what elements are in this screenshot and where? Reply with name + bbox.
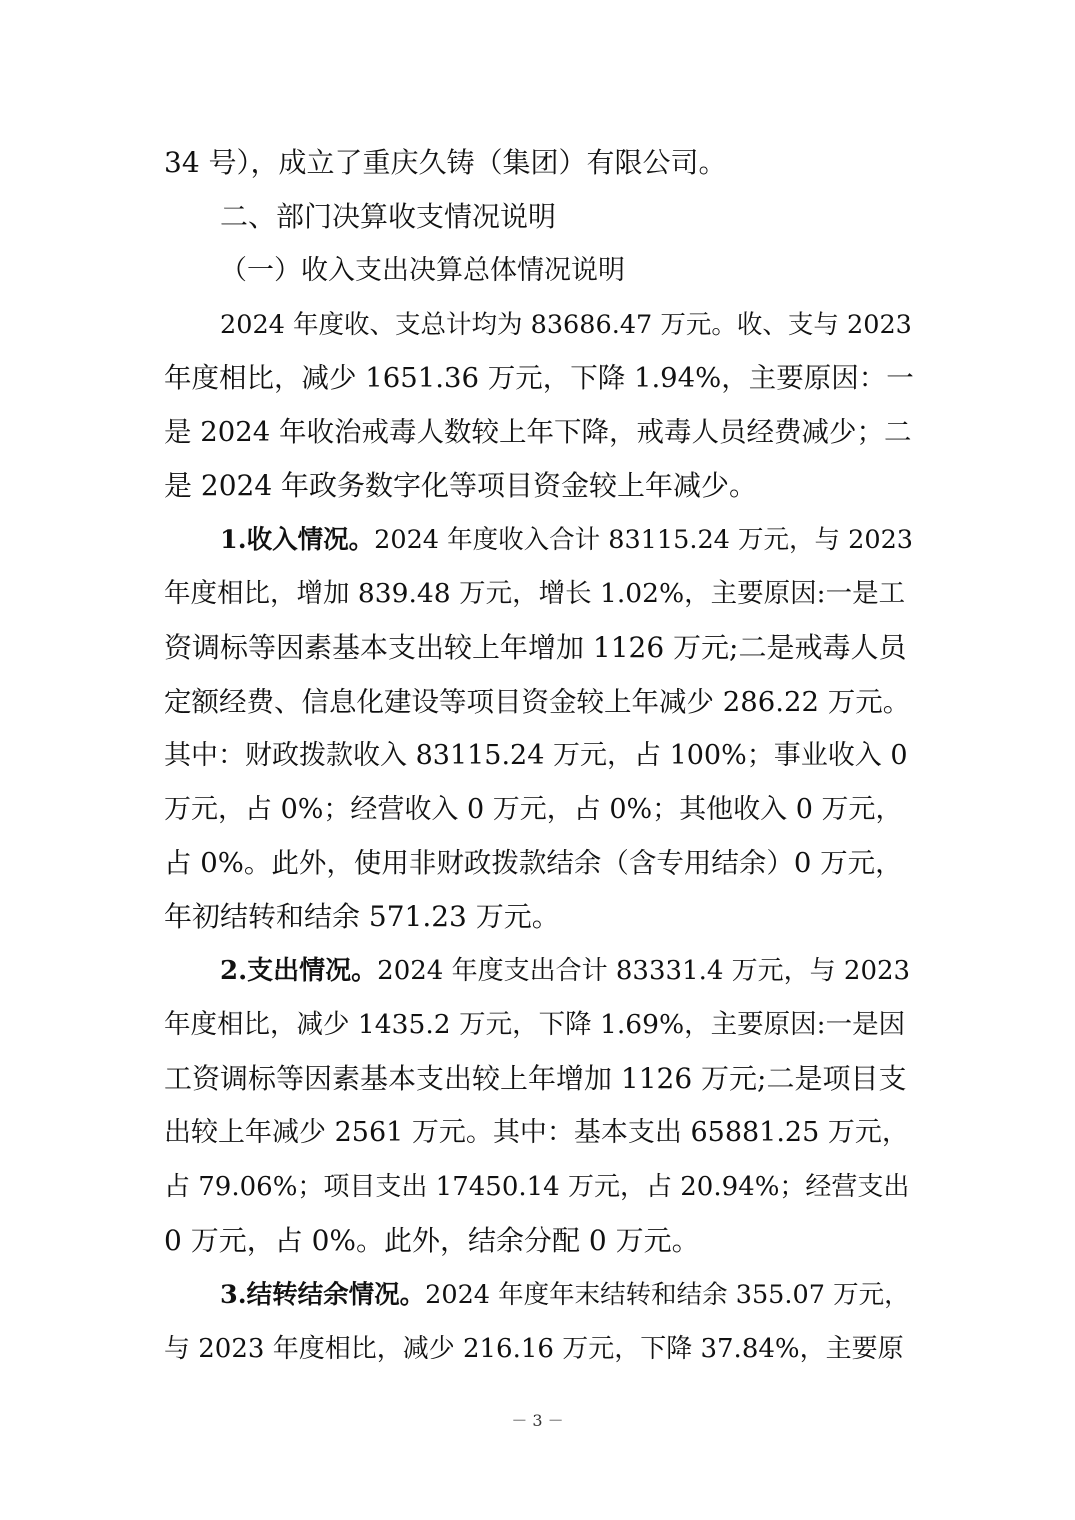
text-line: 年度相比，增加 839.48 万元，增长 1.02%，主要原因:一是工 xyxy=(164,578,906,609)
text-span: 2024 年度收入合计 83115.24 万元，与 2023 xyxy=(374,525,914,555)
section-heading: 二、部门决算收支情况说明 xyxy=(220,200,557,233)
paragraph-income-first-line xyxy=(220,520,913,560)
text-line: 年度相比，减少 1435.2 万元，下降 1.69%，主要原因:一是因 xyxy=(164,1009,906,1040)
text-line: 与 2023 年度相比，减少 216.16 万元，下降 37.84%，主要原 xyxy=(164,1334,904,1364)
text-line: 是 2024 年政务数字化等项目资金较上年减少。 xyxy=(164,469,758,502)
text-line: 万元，占 0%；经营收入 0 万元，占 0%；其他收入 0 万元， xyxy=(164,794,903,825)
text-line: 年初结转和结余 571.23 万元。 xyxy=(164,900,560,933)
text-line: 年度相比，减少 1651.36 万元，下降 1.94%，主要原因：一 xyxy=(164,362,914,394)
paragraph-carryover-first-line xyxy=(220,1275,910,1315)
income-heading: 1.收入情况。 xyxy=(220,525,375,555)
text-span: 2024 年度支出合计 83331.4 万元，与 2023 xyxy=(377,956,911,986)
text-line: 2024 年度收、支总计均为 83686.47 万元。收、支与 2023 xyxy=(220,310,912,340)
text-line: 是 2024 年收治戒毒人数较上年下降，戒毒人员经费减少；二 xyxy=(164,416,912,448)
carryover-heading: 3.结转结余情况。 xyxy=(220,1280,426,1310)
text-line: 0 万元，占 0%。此外，结余分配 0 万元。 xyxy=(164,1224,700,1257)
text-line: 占 79.06%；项目支出 17450.14 万元，占 20.94%；经营支出 xyxy=(164,1172,910,1202)
text-line: 工资调标等因素基本支出较上年增加 1126 万元;二是项目支 xyxy=(164,1062,907,1095)
text-line: 34 号），成立了重庆久铸（集团）有限公司。 xyxy=(164,146,727,179)
text-line: 占 0%。此外，使用非财政拨款结余（含专用结余）0 万元， xyxy=(164,847,903,879)
text-line: 其中：财政拨款收入 83115.24 万元，占 100%；事业收入 0 xyxy=(164,740,908,771)
text-line: 出较上年减少 2561 万元。其中：基本支出 65881.25 万元， xyxy=(164,1117,909,1148)
text-line: 资调标等因素基本支出较上年增加 1126 万元;二是戒毒人员 xyxy=(164,631,907,664)
text-line: 定额经费、信息化建设等项目资金较上年减少 286.22 万元。 xyxy=(164,686,911,718)
subsection-heading: （一）收入支出决算总体情况说明 xyxy=(220,255,625,286)
expenditure-heading: 2.支出情况。 xyxy=(220,956,378,986)
text-span: 2024 年度年末结转和结余 355.07 万元， xyxy=(425,1280,910,1310)
page-number: － 3 － xyxy=(511,1411,564,1430)
paragraph-expenditure-first-line xyxy=(220,951,910,991)
